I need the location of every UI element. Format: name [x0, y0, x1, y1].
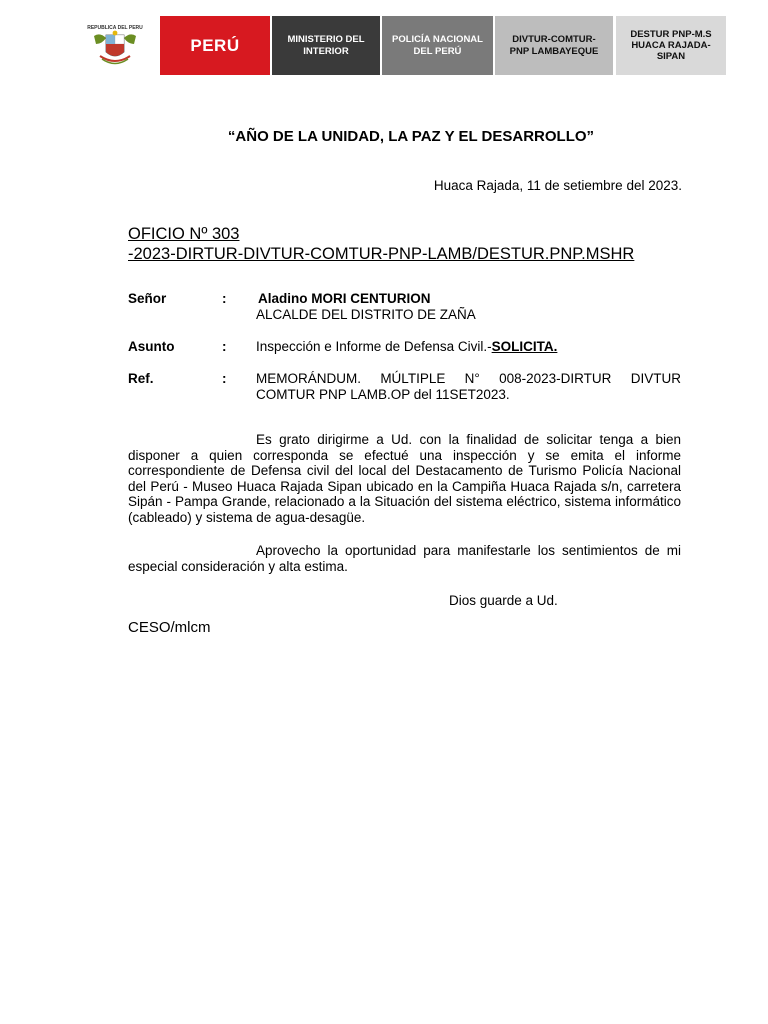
- policia-line-2: DEL PERÚ: [413, 45, 462, 57]
- senor-colon: :: [222, 291, 227, 306]
- divtur-line-2: PNP LAMBAYEQUE: [509, 45, 599, 57]
- destur-line-3: SIPAN: [656, 51, 686, 62]
- oficio-line-2: -2023-DIRTUR-DIVTUR-COMTUR-PNP-LAMB/DESTUR.PNP.MSHR: [128, 245, 635, 263]
- peru-label: PERÚ: [190, 35, 240, 55]
- policia-line-1: POLICÍA NACIONAL: [392, 33, 483, 45]
- asunto-value: [256, 339, 557, 355]
- seal-label: REPUBLICA DEL PERU: [87, 25, 143, 31]
- coat-of-arms-icon: [86, 22, 144, 68]
- ref-colon: :: [222, 371, 227, 386]
- oficio-line-1: OFICIO Nº 303: [128, 225, 240, 243]
- asunto-colon: :: [222, 339, 227, 354]
- asunto-emphasis: SOLICITA.: [491, 339, 558, 354]
- closing-paragraph: Aprovecho la oportunidad para manifestarle los sentimientos de mi especial consideración y alta estima.: [128, 543, 681, 574]
- ref-label: Ref.: [128, 371, 154, 386]
- ref-value: MEMORÁNDUM. MÚLTIPLE N° 008-2023-DIRTUR DIVTUR COMTUR PNP LAMB.OP del 11SET2023.: [256, 371, 681, 402]
- destur-line-2: HUACA RAJADA-: [631, 40, 711, 51]
- letterhead: [0, 0, 768, 90]
- destur-banner: [616, 16, 726, 75]
- body-paragraph: Es grato dirigirme a Ud. con la finalidad de solicitar tenga a bien disponer a quien corresponda se efectué una inspección y se emita el informe correspondiente de Defensa civil del local del Destacamento de Turismo Policía Nacional del Perú - Museo Huaca Rajada Sipan ubicado en la Campiña Huaca Rajada s/n, carretera Sipán - Pampa Grande, relacionado a la Situación del sistema eléctrico, sistema informático (cableado) y sistema de agua-desagüe.: [128, 432, 681, 525]
- date-line: Huaca Rajada, 11 de setiembre del 2023.: [433, 178, 682, 193]
- divtur-banner: [495, 16, 613, 75]
- year-title: “AÑO DE LA UNIDAD, LA PAZ Y EL DESARROLLO”: [227, 128, 595, 145]
- ministerio-banner: [272, 16, 380, 75]
- recipient-first-name: Aladino: [258, 291, 312, 306]
- policia-banner: [382, 16, 493, 75]
- asunto-label: Asunto: [128, 339, 175, 354]
- divtur-line-1: DIVTUR-COMTUR-: [512, 33, 596, 45]
- destur-line-1: DESTUR PNP-M.S: [630, 29, 712, 40]
- asunto-text: Inspección e Informe de Defensa Civil.-: [256, 339, 492, 354]
- senor-label: Señor: [128, 291, 167, 306]
- peru-banner: [160, 16, 270, 75]
- farewell: Dios guarde a Ud.: [449, 593, 558, 608]
- ministerio-line-1: MINISTERIO DEL: [287, 33, 365, 45]
- oficio-number: [128, 224, 634, 264]
- initials: CESO/mlcm: [128, 619, 211, 636]
- recipient-title: ALCALDE DEL DISTRITO DE ZAÑA: [256, 307, 476, 322]
- recipient-last-name: MORI CENTURION: [311, 291, 431, 306]
- ministerio-line-2: INTERIOR: [303, 45, 349, 57]
- recipient-name: [258, 291, 431, 307]
